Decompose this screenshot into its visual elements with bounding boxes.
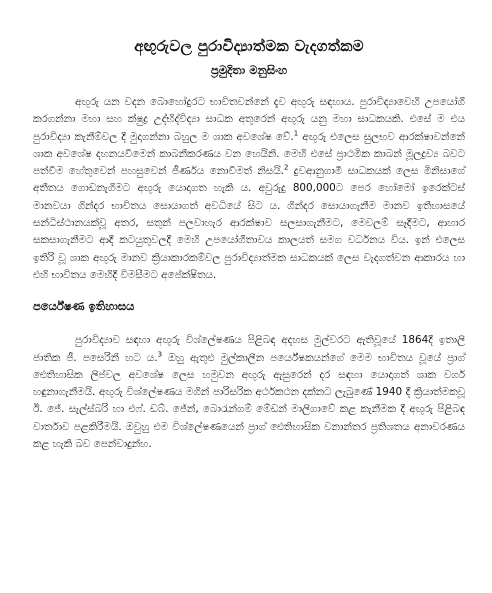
author-name: ප්‍රමුදිතා මනුසිංහ (210, 63, 288, 77)
paragraph-introduction (33, 94, 465, 284)
paragraph-text: අඟුරු යන වදන බොහෝදුරට භාවිතවන්නේ දැව අඟුරු සඳහාය. පුරාවිද්‍යාවෙහි උපයෝගී කරගන්නා මහා සහ ක්ෂුද්‍ර උද්භිද්විද්‍යා සාධක අතුරෙන් අඟුරු යනු මහා සාධකයකි. එසේ ම එය පුරාවිද්‍යා කැනීම්වල දී මුදාගන්නා බහුල ම ශාක අවශේෂ වේ. (33, 96, 465, 143)
paragraph-research-history (33, 332, 465, 453)
footnote-marker[interactable]: 1 (293, 129, 299, 138)
footnote-marker[interactable]: 3 (157, 350, 163, 359)
footnote-marker[interactable]: 2 (283, 163, 289, 172)
paragraph-text: දුවආනුගාමී සාධකයක් ලෙස මිනිසාගේ අතීතය ගොඩනැගීමට අඟුරු යොදාගත හැකි ය. අවුරුදු 800,000ට පෙර හෝමෝ ඉරෙක්ටස් මානවයා ගින්දර භාවිතය සොයාගත් අවධියේ සිට ය. ගින්දර සොයාගැනීම මානව ඉතිහාසයේ සන්ධිස්ථානයක්වූ අතර, සතුන් පලවාහැර ආරක්ෂාව සලසාගැනීමට, මෙවලම් සෑදීමට, ආහාර සකසාගැනීමට ආදී කටයුතුවලදී මෙහි උපයෝගීතාවය කාලයත් සමග වර්ධනය විය. ඉන් එලෙස ඉතිරි වූ ශාක අඟුරු මානව ක්‍රියාකාරකම්වල පුරාවිද්‍යාත්මක සාධකයක් ලෙස වැදගත්වන ආකාරය හා එහි භාවිතය මෙහිදී විමසීමට අපේක්ෂිතය. (33, 165, 466, 281)
paragraph-text: ඔහු ඇතුළු මුල්කාලීන පර්යේෂකයන්ගේ මෙම භාවිතය වූයේ ප්‍රාග් ඓතිහාසික ලිප්වල අවශේෂ ලෙස හමුවන අඟුරු ඇසුරෙන් දර සඳහා යොදාගත් ශාක වර්ග හඳුනාගැනීමයි. අඟුරු විශ්ලේෂණය මගින් පාරිසරික අර්ථකථන දක්නට ලැබුණේ 1940 දී ක්‍රියාත්මකවූ ඊ. ජේ. සැල්ස්බරි හා එෆ්. ඩබ්. ජේන්, බොරැන්ගම් මේඩන් මාලිගාවේ කළ කැනීමක දී අඟුරු පිළිබඳ වාර්තාව පළකිරීමයි. ඔවුහු එම විශ්ලේෂණයෙන් ප්‍රාග් ඓතිහාසික වනාන්තර ප්‍රතිශතය අනාවරණය කළ හැකි බව පෙන්වාදුන්හ. (33, 351, 466, 451)
section-heading: පර්යේෂණ ඉතිහාසය (33, 299, 135, 314)
paragraph-text: පුරාවිද්‍යාව සඳහා අඟුරු විශ්ලේෂණය පිළිබඳ අදහස මුල්වරට ඇතිවූයේ 1864දී ඉතාලි ජාතික ජී. පසෙරිනි හට ය. (33, 334, 465, 364)
paragraph-text: අඟුරු එලෙස සුලභව ආරක්ෂාවන්නේ ශාක අවශේෂ දහනයවීමෙන් කාබනීකරණය වන හෙයිනි. මෙහි එසේ ප්‍රාථමික කාබන් මූලද්‍රව්‍ය බවට පත්වීම හේතුවෙන් පහසුවෙන් ජීර්ණය නොවීමත් නිසයි. (33, 130, 465, 178)
document-title: අඟුරුවල පුරාවිද්‍යාත්මක වැදගත්කම (134, 37, 364, 55)
